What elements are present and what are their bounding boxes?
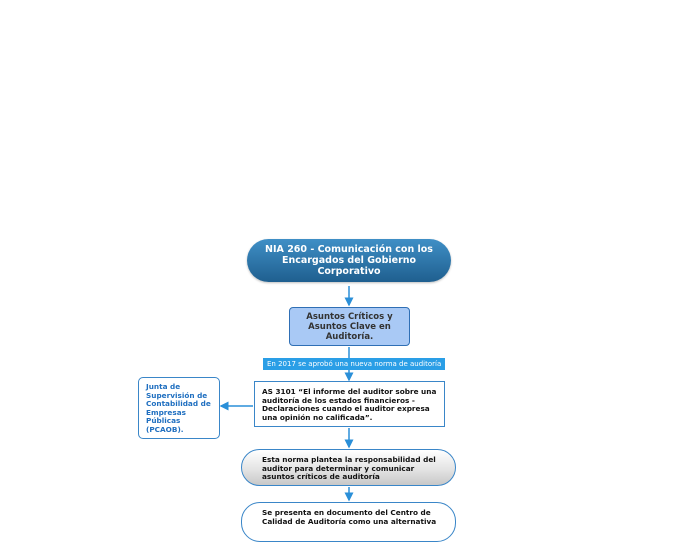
topic-as3101[interactable] (254, 381, 445, 427)
topic-norm-statement[interactable] (241, 449, 456, 486)
as3101-text: AS 3101 “El informe del auditor sobre una auditoría de los estados financieros - Declaraciones cuando el auditor expresa una opinión no calificada”. (262, 387, 437, 422)
root-topic-title: NIA 260 - Comunicación con los Encargados del Gobierno Corporativo (265, 244, 433, 277)
document-statement-text: Se presenta en documento del Centro de Calidad de Auditoría como una alternativa (262, 508, 437, 526)
topic-pcaob[interactable] (138, 377, 220, 439)
topic-document-statement[interactable] (241, 502, 456, 542)
topic-asuntos-criticos[interactable] (289, 307, 410, 346)
relationship-label[interactable]: En 2017 se aprobó una nueva norma de auditoría (263, 358, 445, 370)
norm-statement-text: Esta norma plantea la responsabilidad del auditor para determinar y comunicar asuntos críticos de auditoría (262, 455, 436, 482)
root-topic[interactable] (247, 239, 451, 282)
topic-title: Asuntos Críticos y Asuntos Clave en Auditoría. (306, 311, 393, 342)
pcaob-text: Junta de Supervisión de Contabilidad de Empresas Públicas (PCAOB). (146, 382, 211, 434)
